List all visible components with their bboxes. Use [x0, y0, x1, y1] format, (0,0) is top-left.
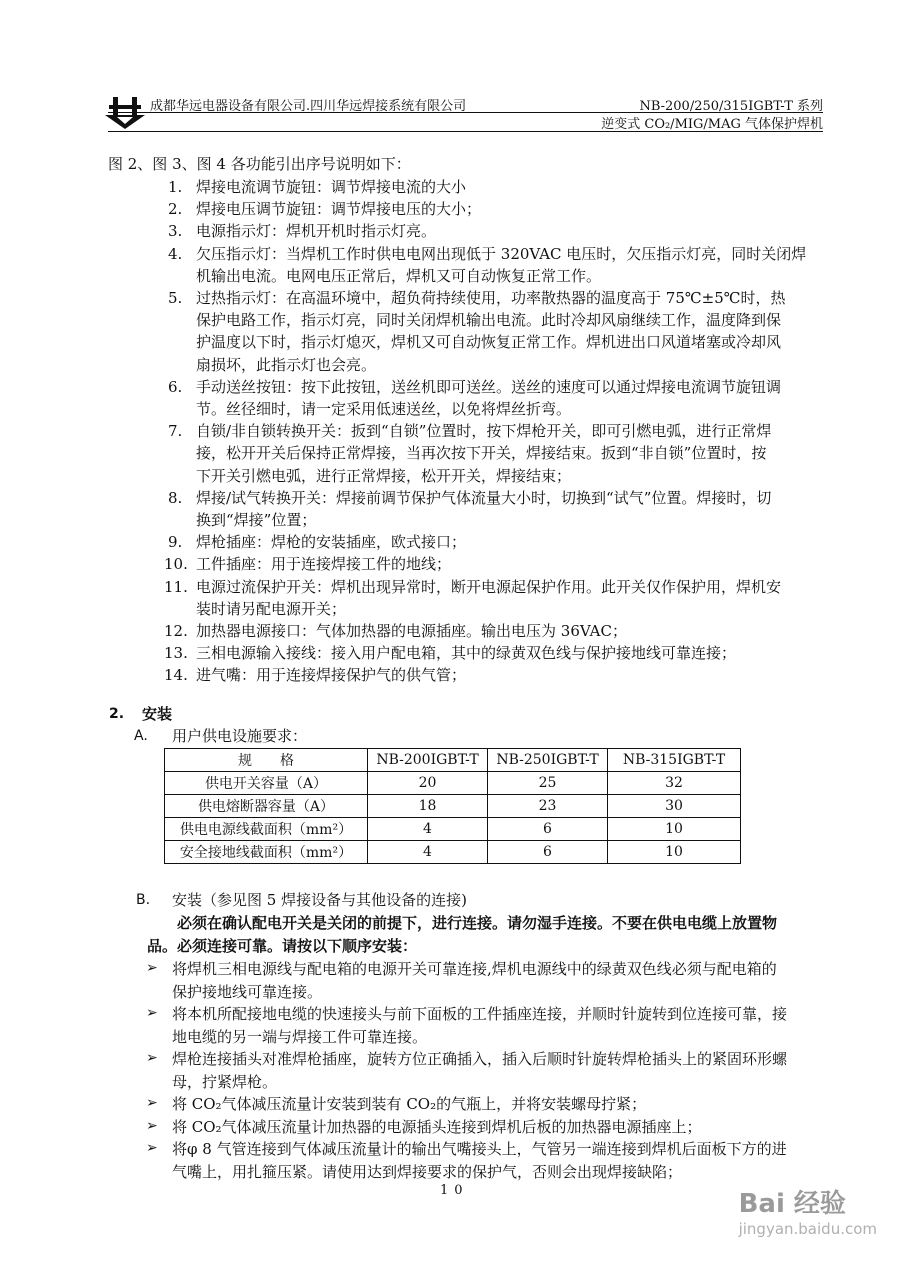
list-item-number: 1. [168, 178, 183, 196]
list-item-text: 护温度以下时，指示灯熄灭，焊机又可自动恢复正常工作。焊机进出口风道堵塞或冷却风 [196, 333, 782, 352]
table-cell: 32 [608, 772, 741, 795]
warning-line: 品。必须连接可靠。请按以下顺序安装： [147, 937, 418, 955]
table-row [165, 841, 741, 864]
section-number: 2. [109, 706, 125, 722]
table-header-cell: NB-200IGBT-T [368, 749, 488, 772]
part-a-label: A. [134, 728, 148, 744]
list-item-text: 进气嘴：用于连接焊接保护气的供气管； [196, 666, 467, 685]
list-item-number: 2. [168, 200, 183, 219]
header-rule [108, 131, 823, 132]
list-item-text: 欠压指示灯：当焊机工作时供电电网出现低于 320VAC 电压时，欠压指示灯亮，同时关闭焊 [196, 244, 807, 263]
part-b-label: B. [136, 892, 151, 908]
list-item-text: 焊接/试气转换开关：焊接前调节保护气体流量大小时，切换到“试气”位置。焊接时，切 [196, 488, 772, 507]
section-title: 安装 [142, 705, 173, 723]
bullet-text: 地电缆的另一端与焊接工件可靠连接。 [172, 1027, 428, 1046]
bullet-arrow-icon: ➢ [146, 1005, 158, 1021]
list-item-text: 保护电路工作，指示灯亮，同时关闭焊机输出电流。此时冷却风扇继续工作，温度降到保 [196, 311, 782, 330]
list-item-text: 加热器电源接口：气体加热器的电源插座。输出电压为 36VAC； [196, 622, 627, 640]
table-cell: 10 [608, 841, 741, 864]
header-subtitle: 逆变式 CO₂/MIG/MAG 气体保护焊机 [601, 117, 823, 132]
table-cell: 安全接地线截面积（mm²） [165, 841, 368, 864]
list-item-number: 11. [164, 577, 188, 596]
list-item-number: 7. [168, 422, 183, 441]
list-item-number: 9. [168, 533, 183, 552]
bullet-arrow-icon: ➢ [146, 1095, 158, 1111]
table-cell: 4 [368, 818, 488, 841]
table-header-cell: NB-315IGBT-T [608, 749, 741, 772]
bullet-text: 保护接地线可靠连接。 [172, 982, 323, 1001]
list-item-text: 电源过流保护开关：焊机出现异常时，断开电源起保护作用。此开关仅作保护用，焊机安 [196, 577, 782, 596]
list-item-number: 4. [168, 244, 183, 263]
table-header-row [165, 749, 741, 772]
list-item-text: 焊接电流调节旋钮：调节焊接电流的大小 [196, 178, 467, 196]
table-cell: 23 [488, 795, 608, 818]
spec-table [164, 748, 741, 864]
table-cell: 25 [488, 772, 608, 795]
list-item-number: 3. [168, 222, 183, 241]
list-item-text: 接，松开开关后保持正常焊接，当再次按下开关，焊接结束。扳到“非自锁”位置时，按 [196, 444, 767, 463]
list-item-text: 焊枪插座：焊枪的安装插座，欧式接口； [196, 533, 467, 552]
table-cell: 6 [488, 841, 608, 864]
list-item-text: 过热指示灯：在高温环境中，超负荷持续使用，功率散热器的温度高于 75℃±5℃时，热 [196, 289, 786, 307]
list-item-text: 装时请另配电源开关； [196, 599, 347, 618]
table-cell: 供电熔断器容量（A） [165, 795, 368, 818]
list-item-text: 机输出电流。电网电压正常后，焊机又可自动恢复正常工作。 [196, 266, 602, 285]
bullet-arrow-icon: ➢ [146, 1117, 158, 1134]
bullet-text: 气嘴上，用扎箍压紧。请使用达到焊接要求的保护气，否则会出现焊接缺陷； [172, 1162, 683, 1181]
table-cell: 供电开关容量（A） [165, 772, 368, 795]
page-number: 10 [440, 1183, 469, 1198]
watermark [739, 1183, 877, 1238]
header-company: 成都华远电器设备有限公司.四川华远焊接系统有限公司 [150, 99, 467, 114]
table-cell: 30 [608, 795, 741, 818]
table-row [165, 818, 741, 841]
bullet-arrow-icon: ➢ [146, 1140, 158, 1156]
list-item-number: 6. [168, 377, 183, 396]
list-item-text: 换到“焊接”位置； [196, 511, 317, 529]
watermark-url: jingyan.baidu.com [738, 1220, 877, 1238]
bullet-text: 将本机所配接地电缆的快速接头与前下面板的工件插座连接，并顺时针旋转到位连接可靠，接 [172, 1005, 788, 1023]
header-series: NB-200/250/315IGBT-T 系列 [639, 99, 823, 114]
list-item-text: 节。丝径细时，请一定采用低速送丝，以免将焊丝折弯。 [196, 400, 572, 418]
bullet-text: 焊枪连接插头对准焊枪插座，旋转方位正确插入，插入后顺时针旋转焊枪插头上的紧固环形螺 [172, 1050, 788, 1068]
table-cell: 10 [608, 818, 741, 841]
bullet-text: 将φ 8 气管连接到气体减压流量计的输出气嘴接头上，气管另一端连接到焊机后面板下方的进 [172, 1140, 787, 1158]
intro-text: 图 2、图 3、图 4 各功能引出序号说明如下： [108, 155, 411, 173]
table-row [165, 772, 741, 795]
list-item-text: 扇损坏，此指示灯也会亮。 [196, 355, 377, 374]
bullet-text: 母，拧紧焊枪。 [172, 1072, 278, 1091]
list-item-text: 三相电源输入接线：接入用户配电箱，其中的绿黄双色线与保护接地线可靠连接； [196, 644, 737, 663]
bullet-text: 将 CO₂气体减压流量计加热器的电源插头连接到焊机后板的加热器电源插座上； [172, 1117, 702, 1136]
list-item-text: 自锁/非自锁转换开关：扳到“自锁”位置时，按下焊枪开关，即可引燃电弧，进行正常焊 [196, 422, 772, 441]
watermark-brand: Bai 经验 [738, 1189, 846, 1219]
table-header-cell: 规 格 [165, 749, 368, 772]
table-cell: 供电电源线截面积（mm²） [165, 818, 368, 841]
part-a-text: 用户供电设施要求： [172, 727, 308, 745]
table-cell: 4 [368, 841, 488, 864]
bullet-arrow-icon: ➢ [146, 1050, 158, 1066]
list-item-text: 焊接电压调节旋钮：调节焊接电压的大小； [196, 200, 482, 219]
list-item-text: 下开关引燃电弧，进行正常焊接，松开开关，焊接结束； [196, 466, 572, 485]
list-item-number: 8. [168, 488, 183, 507]
part-b-text: 安装（参见图 5 焊接设备与其他设备的连接) [172, 891, 467, 909]
table-cell: 20 [368, 772, 488, 795]
list-item-text: 工件插座：用于连接焊接工件的地线； [196, 555, 452, 574]
table-row [165, 795, 741, 818]
list-item-number: 12. [164, 622, 188, 640]
bullet-text: 将 CO₂气体减压流量计安装到装有 CO₂的气瓶上，并将安装螺母拧紧； [172, 1095, 647, 1113]
table-cell: 18 [368, 795, 488, 818]
list-item-text: 电源指示灯：焊机开机时指示灯亮。 [196, 222, 437, 241]
warning-line: 必须在确认配电开关是关闭的前提下，进行连接。请勿湿手连接。不要在供电电缆上放置物 [177, 914, 778, 932]
list-item-number: 5. [168, 289, 183, 307]
list-item-number: 10. [164, 555, 188, 574]
list-item-text: 手动送丝按钮：按下此按钮，送丝机即可送丝。送丝的速度可以通过焊接电流调节旋钮调 [196, 377, 782, 396]
table-header-cell: NB-250IGBT-T [488, 749, 608, 772]
bullet-arrow-icon: ➢ [146, 960, 158, 976]
list-item-number: 14. [164, 666, 188, 685]
list-item-number: 13. [164, 644, 188, 663]
bullet-text: 将焊机三相电源线与配电箱的电源开关可靠连接,焊机电源线中的绿黄双色线必须与配电箱的 [172, 960, 777, 978]
table-cell: 6 [488, 818, 608, 841]
